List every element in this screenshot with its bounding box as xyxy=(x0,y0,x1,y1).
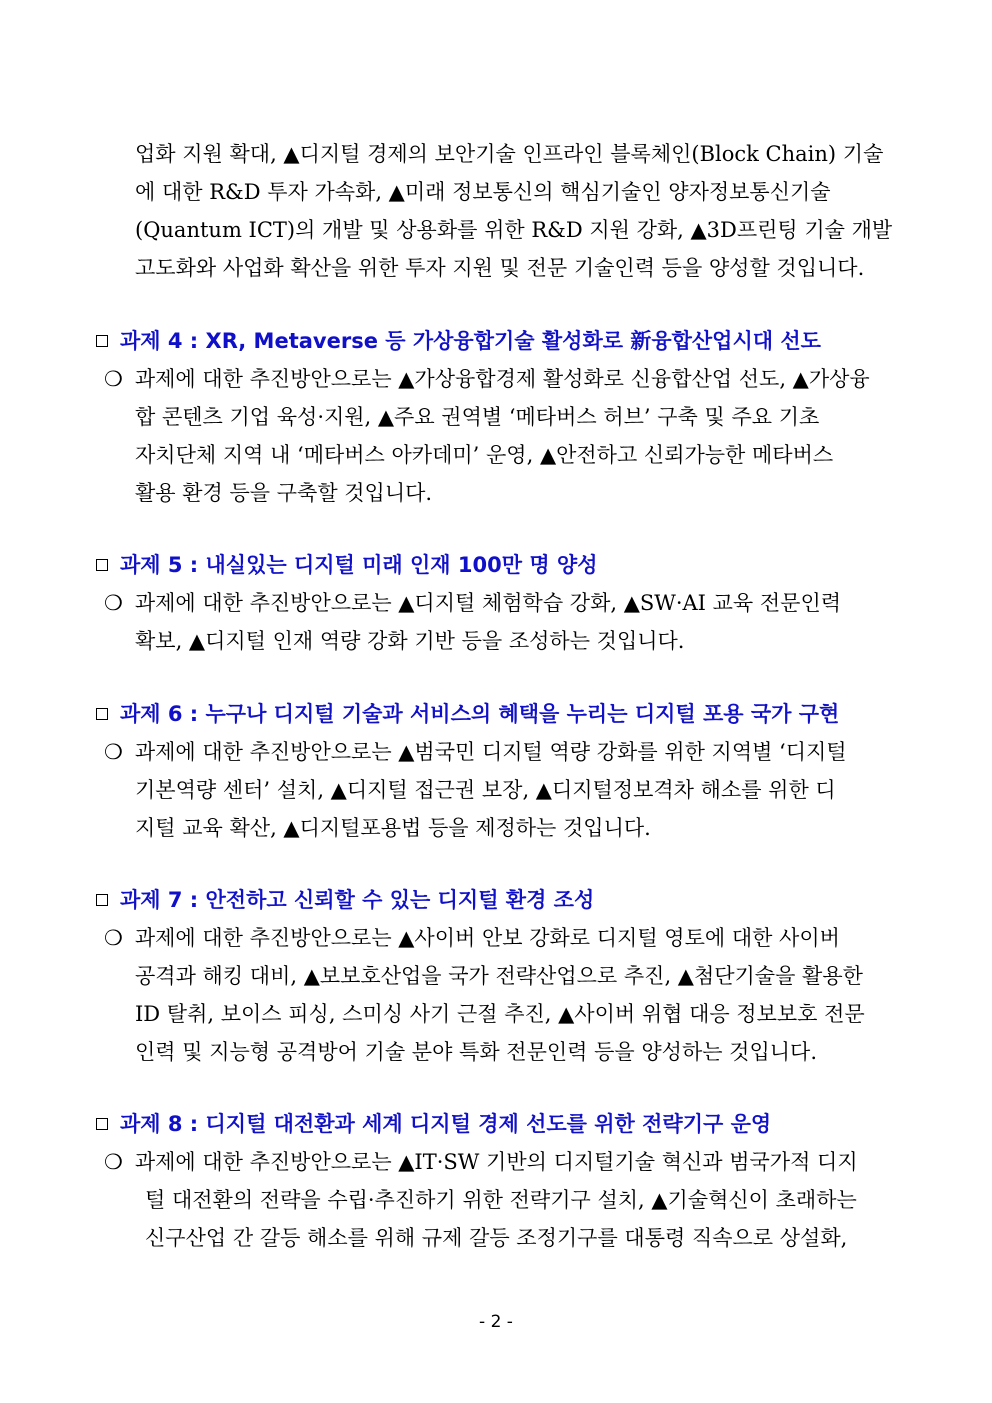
checkbox-square-icon xyxy=(96,894,108,906)
paragraph-line: 인력 및 지능형 공격방어 기술 분야 특화 전문인력 등을 양성하는 것입니다. xyxy=(135,1040,818,1064)
circle-bullet-icon: ❍ xyxy=(104,591,123,615)
paragraph-text: 과제에 대한 추진방안으로는 ▲범국민 디지털 역량 강화를 위한 지역별 ‘디지털 xyxy=(134,740,847,764)
circle-bullet-icon: ❍ xyxy=(104,926,123,950)
page-number: - 2 - xyxy=(479,1312,513,1332)
section-heading-text: 과제 5 : 내실있는 디지털 미래 인재 100만 명 양성 xyxy=(120,553,598,577)
checkbox-square-icon xyxy=(96,708,108,720)
intro-line: 고도화와 사업화 확산을 위한 투자 지원 및 전문 기술인력 등을 양성할 것입니다. xyxy=(135,256,865,280)
section-heading-text: 과제 4 : XR, Metaverse 등 가상융합기술 활성화로 新융합산업시대 선도 xyxy=(120,329,821,353)
circle-bullet-icon: ❍ xyxy=(104,1150,123,1174)
section-heading xyxy=(96,551,598,579)
paragraph-line xyxy=(104,1149,858,1175)
paragraph-line: 합 콘텐츠 기업 육성·지원, ▲주요 권역별 ‘메타버스 허브’ 구축 및 주요 기초 xyxy=(135,405,820,429)
paragraph-line xyxy=(104,366,870,392)
checkbox-square-icon xyxy=(96,559,108,571)
paragraph-line: 활용 환경 등을 구축할 것입니다. xyxy=(135,481,433,505)
section-heading-text: 과제 6 : 누구나 디지털 기술과 서비스의 혜택을 누리는 디지털 포용 국가 구현 xyxy=(120,702,840,726)
paragraph-line: 공격과 해킹 대비, ▲보보호산업을 국가 전략산업으로 추진, ▲첨단기술을 활용한 xyxy=(135,964,863,988)
section-heading-text: 과제 7 : 안전하고 신뢰할 수 있는 디지털 환경 조성 xyxy=(120,888,595,912)
paragraph-line: 확보, ▲디지털 인재 역량 강화 기반 등을 조성하는 것입니다. xyxy=(135,629,685,653)
section-heading xyxy=(96,1110,771,1138)
paragraph-text: 과제에 대한 추진방안으로는 ▲디지털 체험학습 강화, ▲SW·AI 교육 전문인력 xyxy=(134,591,842,615)
paragraph-text: 과제에 대한 추진방안으로는 ▲IT·SW 기반의 디지털기술 혁신과 범국가적 디지 xyxy=(134,1150,858,1174)
section-heading xyxy=(96,700,839,728)
intro-line: 에 대한 R&D 투자 가속화, ▲미래 정보통신의 핵심기술인 양자정보통신기술 xyxy=(135,180,831,204)
paragraph-text: 과제에 대한 추진방안으로는 ▲사이버 안보 강화로 디지털 영토에 대한 사이버 xyxy=(134,926,840,950)
paragraph-line xyxy=(104,925,840,951)
paragraph-line: 자치단체 지역 내 ‘메타버스 아카데미’ 운영, ▲안전하고 신뢰가능한 메타버스 xyxy=(135,443,834,467)
paragraph-line: 털 대전환의 전략을 수립·추진하기 위한 전략기구 설치, ▲기술혁신이 초래하는 xyxy=(145,1188,857,1212)
checkbox-square-icon xyxy=(96,335,108,347)
paragraph-line: 기본역량 센터’ 설치, ▲디지털 접근권 보장, ▲디지털정보격차 해소를 위한 디 xyxy=(135,778,836,802)
intro-line: 업화 지원 확대, ▲디지털 경제의 보안기술 인프라인 블록체인(Block Chain) 기술 xyxy=(135,142,884,166)
checkbox-square-icon xyxy=(96,1118,108,1130)
circle-bullet-icon: ❍ xyxy=(104,740,123,764)
section-heading xyxy=(96,886,594,914)
paragraph-line: 신구산업 간 갈등 해소를 위해 규제 갈등 조정기구를 대통령 직속으로 상설화, xyxy=(145,1226,848,1250)
circle-bullet-icon: ❍ xyxy=(104,367,123,391)
section-heading xyxy=(96,327,821,355)
paragraph-line: ID 탈취, 보이스 피싱, 스미싱 사기 근절 추진, ▲사이버 위협 대응 정보보호 전문 xyxy=(135,1002,865,1026)
paragraph-line xyxy=(104,590,841,616)
intro-line: (Quantum ICT)의 개발 및 상용화를 위한 R&D 지원 강화, ▲3D프린팅 기술 개발 xyxy=(135,218,893,242)
section-heading-text: 과제 8 : 디지털 대전환과 세계 디지털 경제 선도를 위한 전략기구 운영 xyxy=(120,1112,772,1136)
paragraph-line: 지털 교육 확산, ▲디지털포용법 등을 제정하는 것입니다. xyxy=(135,816,651,840)
paragraph-text: 과제에 대한 추진방안으로는 ▲가상융합경제 활성화로 신융합산업 선도, ▲가상융 xyxy=(134,367,870,391)
paragraph-line xyxy=(104,739,847,765)
